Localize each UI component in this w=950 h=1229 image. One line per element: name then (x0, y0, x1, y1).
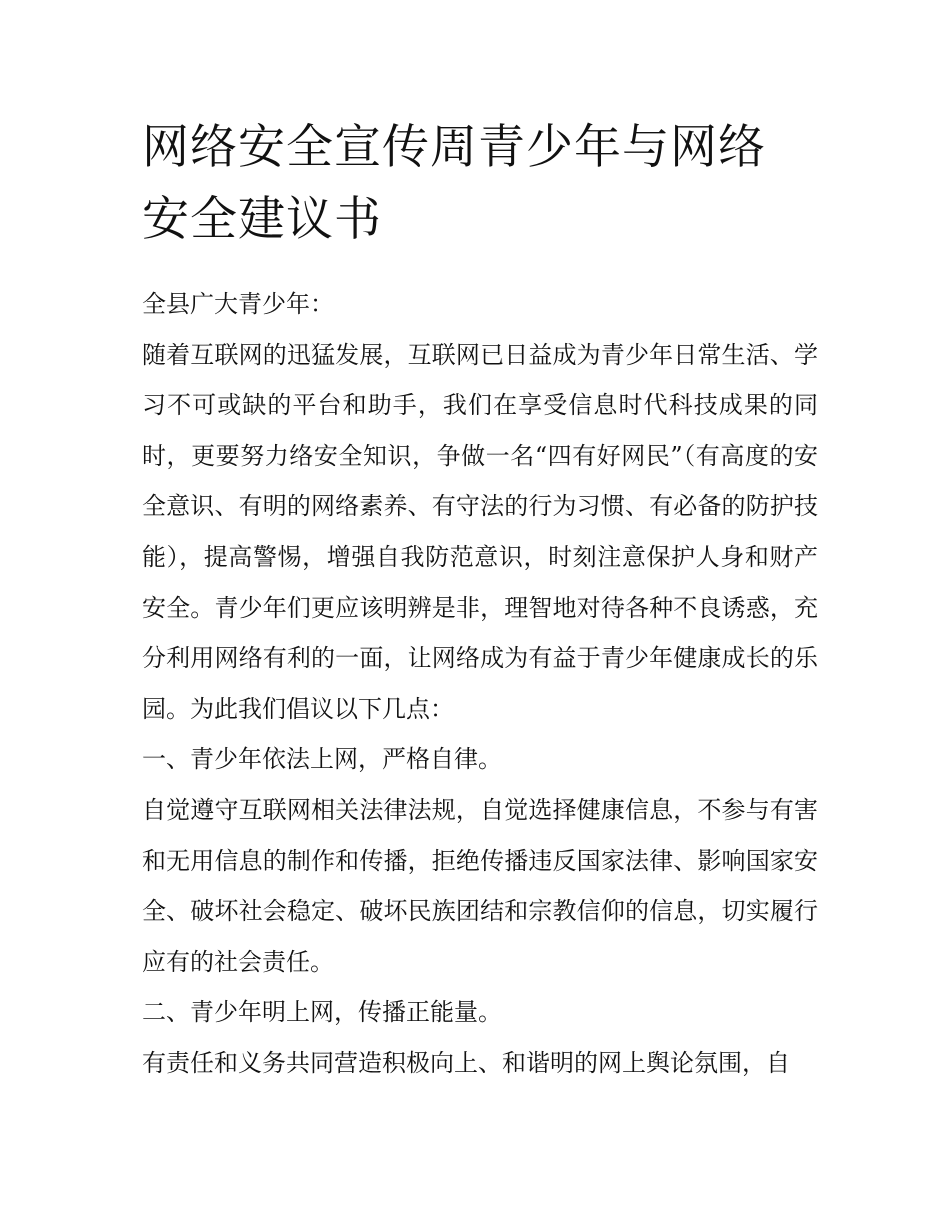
section-heading-2: 二、青少年明上网，传播正能量。 (142, 998, 502, 1027)
section-heading-1: 一、青少年依法上网，严格自律。 (142, 745, 502, 774)
section-paragraph-2: 有责任和义务共同营造积极向上、和谐明的网上舆论氛围，自 (142, 1048, 790, 1077)
salutation: 全县广大青少年： (142, 290, 334, 318)
document-body (142, 279, 818, 1089)
section-paragraph-1: 自觉遵守互联网相关法律法规，自觉选择健康信息，不参与有害和无用信息的制作和传播，拒绝传播违反国家法律、影响国家安全、破坏社会稳定、破坏民族团结和宗教信仰的信息，切实履行应有的社会责任。 (142, 795, 818, 976)
document-title: 网络安全宣传周青少年与网络安全建议书 (142, 120, 766, 247)
intro-paragraph: 随着互联网的迅猛发展，互联网已日益成为青少年日常生活、学习不可或缺的平台和助手，我们在享受信息时代科技成果的同时，更要努力络安全知识，争做一名“四有好网民”（有高度的安全意识、有明的网络素养、有守法的行为习惯、有必备的防护技能），提高警惕，增强自我防范意识，时刻注意保护人身和财产安全。青少年们更应该明辨是非，理智地对待各种不良诱惑，充分利用网络有利的一面，让网络成为有益于青少年健康成长的乐园。为此我们倡议以下几点： (142, 340, 818, 723)
